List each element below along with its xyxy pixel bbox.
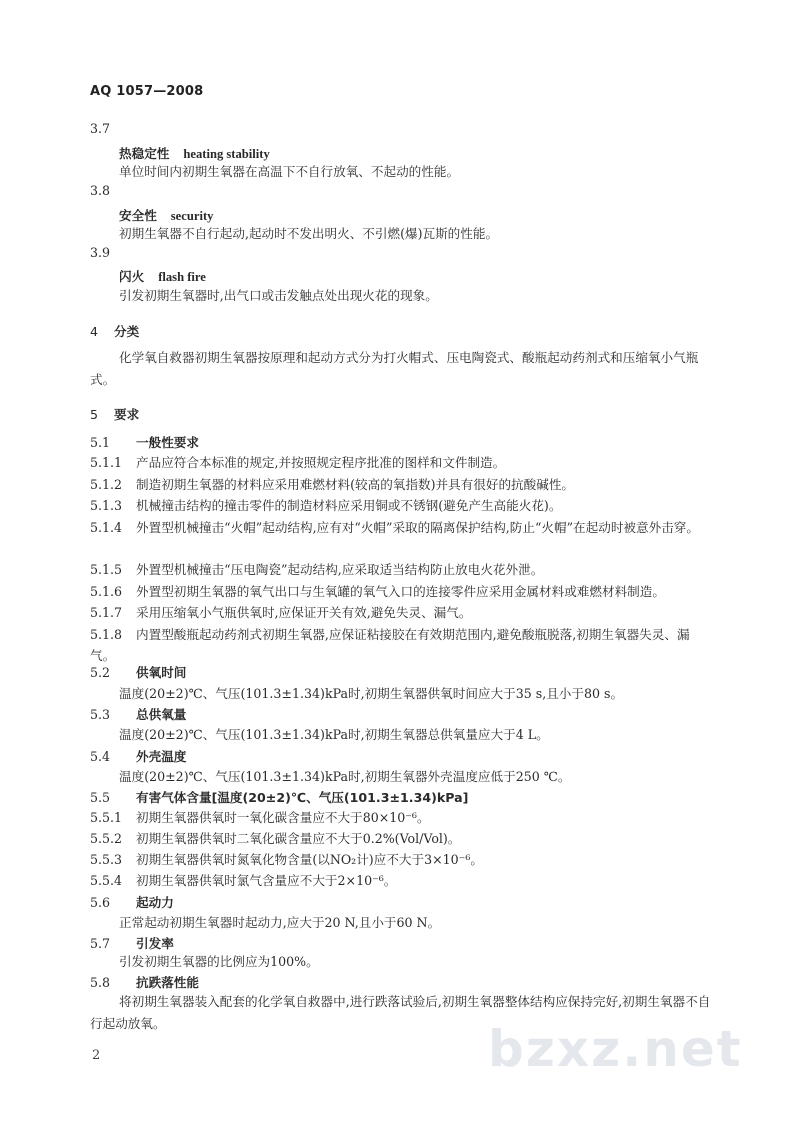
subsection-title: 抗跌落性能 [136,975,199,990]
clause-number: 5.1.3 [90,498,123,513]
clause-text: 外置型机械撞击“压电陶瓷”起动结构,应采取适当结构防止放电火花外泄。 [136,562,544,577]
clause-item [90,602,712,623]
subsection-heading [90,892,174,911]
subsection-heading [90,972,199,991]
clause-text: 初期生氧器供氧时二氧化碳含量应不大于0.2%(Vol/Vol)。 [136,831,461,846]
clause-item [90,474,712,495]
subsection-heading [90,933,174,952]
clause-text: 初期生氧器供氧时氯气含量应不大于2×10⁻⁶。 [136,873,397,888]
subsection-number: 5.4 [90,749,111,764]
term-number: 3.7 [90,121,111,136]
subsection-number: 5.1 [90,435,111,450]
subsection-heading [90,432,199,451]
clause-text: 内置型酸瓶起动药剂式初期生氧器,应保证粘接胶在有效期范围内,避免酸瓶脱落,初期生氧器失灵、漏气。 [90,627,690,663]
clause-item [90,828,712,849]
term-zh: 闪火 [119,269,145,284]
term-definition: 初期生氧器不自行起动,起动时不发出明火、不引燃(爆)瓦斯的性能。 [119,226,499,241]
subsection-text: 温度(20±2)℃、气压(101.3±1.34)kPa时,初期生氧器供氧时间应大于35 s,且小于80 s。 [119,686,624,701]
subsection-heading [90,787,468,806]
clause-text: 采用压缩氧小气瓶供氧时,应保证开关有效,避免失灵、漏气。 [136,605,472,620]
subsection-title: 供氧时间 [136,665,187,680]
subsection-text: 温度(20±2)℃、气压(101.3±1.34)kPa时,初期生氧器外壳温度应低于250 ℃。 [119,769,571,784]
clause-number: 5.1.6 [90,584,123,599]
clause-item [90,870,712,891]
clause-item [90,452,712,473]
section-paragraph: 化学氧自救器初期生氧器按原理和起动方式分为打火帽式、压电陶瓷式、酸瓶起动药剂式和压缩氧小气瓶式。 [90,350,699,387]
subsection-number: 5.2 [90,665,111,680]
clause-number: 5.1.8 [90,627,123,642]
clause-number: 5.5.4 [90,873,123,888]
clause-number: 5.1.5 [90,562,123,577]
clause-number: 5.1.2 [90,477,123,492]
term-title [119,266,206,285]
subsection-number: 5.8 [90,975,111,990]
term-definition: 单位时间内初期生氧器在高温下不自行放氧、不起动的性能。 [119,164,460,179]
clause-number: 5.1.4 [90,520,123,535]
subsection-number: 5.6 [90,895,111,910]
subsection-title: 有害气体含量[温度(20±2)℃、气压(101.3±1.34)kPa] [136,790,469,805]
section-title: 分类 [114,324,140,339]
term-number: 3.8 [90,183,111,198]
clause-item [90,559,712,580]
section-title: 要求 [114,407,140,422]
term-zh: 热稳定性 [119,146,170,161]
section-heading [90,321,139,340]
section-number: 4 [90,324,99,339]
clause-number: 5.5.1 [90,810,123,825]
clause-text: 制造初期生氧器的材料应采用难燃材料(较高的氧指数)并具有很好的抗酸碱性。 [136,477,575,492]
subsection-title: 总供氧量 [136,707,187,722]
clause-item [90,807,712,828]
subsection-number: 5.3 [90,707,111,722]
clause-number: 5.1.7 [90,605,123,620]
subsection-paragraph: 将初期生氧器装入配套的化学氧自救器中,进行跌落试验后,初期生氧器整体结构应保持完好,初期生氧器不自行起动放氧。 [90,994,711,1031]
section-number: 5 [90,407,99,422]
subsection-heading [90,662,186,681]
term-number: 3.9 [90,245,111,260]
subsection-title: 外壳温度 [136,749,187,764]
subsection-heading [90,746,186,765]
clause-item [90,517,712,538]
subsection-title: 起动力 [136,895,174,910]
subsection-title: 一般性要求 [136,435,199,450]
term-en: flash fire [158,270,206,284]
subsection-text: 引发初期生氧器的比例应为100%。 [119,954,319,969]
clause-number: 5.5.2 [90,831,123,846]
section-heading [90,404,139,423]
subsection-title: 引发率 [136,936,174,951]
term-title [119,205,213,224]
term-en: heating stability [183,147,270,161]
term-zh: 安全性 [119,208,157,223]
clause-text: 初期生氧器供氧时氮氧化物含量(以NO₂计)应不大于3×10⁻⁶。 [136,852,483,867]
clause-item [90,495,712,516]
clause-text: 机械撞击结构的撞击零件的制造材料应采用铜或不锈钢(避免产生高能火花)。 [136,498,562,513]
subsection-text: 温度(20±2)℃、气压(101.3±1.34)kPa时,初期生氧器总供氧量应大于4 L。 [119,727,549,742]
clause-text: 外置型机械撞击“火帽”起动结构,应有对“火帽”采取的隔离保护结构,防止“火帽”在起动时被意外击穿。 [136,520,699,535]
subsection-number: 5.7 [90,936,111,951]
subsection-heading [90,704,186,723]
term-title [119,143,270,162]
clause-number: 5.5.3 [90,852,123,867]
subsection-number: 5.5 [90,790,111,805]
page-number: 2 [92,1048,101,1063]
clause-item [90,849,712,870]
watermark-logo: bzxz.net [488,1020,743,1078]
clause-item [90,624,712,666]
clause-item [90,581,712,602]
subsection-text: 正常起动初期生氧器时起动力,应大于20 N,且小于60 N。 [119,915,441,930]
term-en: security [170,209,214,223]
clause-number: 5.1.1 [90,455,123,470]
clause-text: 产品应符合本标准的规定,并按照规定程序批准的图样和文件制造。 [136,455,506,470]
term-definition: 引发初期生氧器时,出气口或击发触点处出现火花的现象。 [119,288,438,303]
clause-text: 初期生氧器供氧时一氧化碳含量应不大于80×10⁻⁶。 [136,810,430,825]
standard-number-header: AQ 1057—2008 [90,84,204,99]
clause-text: 外置型初期生氧器的氧气出口与生氧罐的氧气入口的连接零件应采用金属材料或难燃材料制造。 [136,584,665,599]
